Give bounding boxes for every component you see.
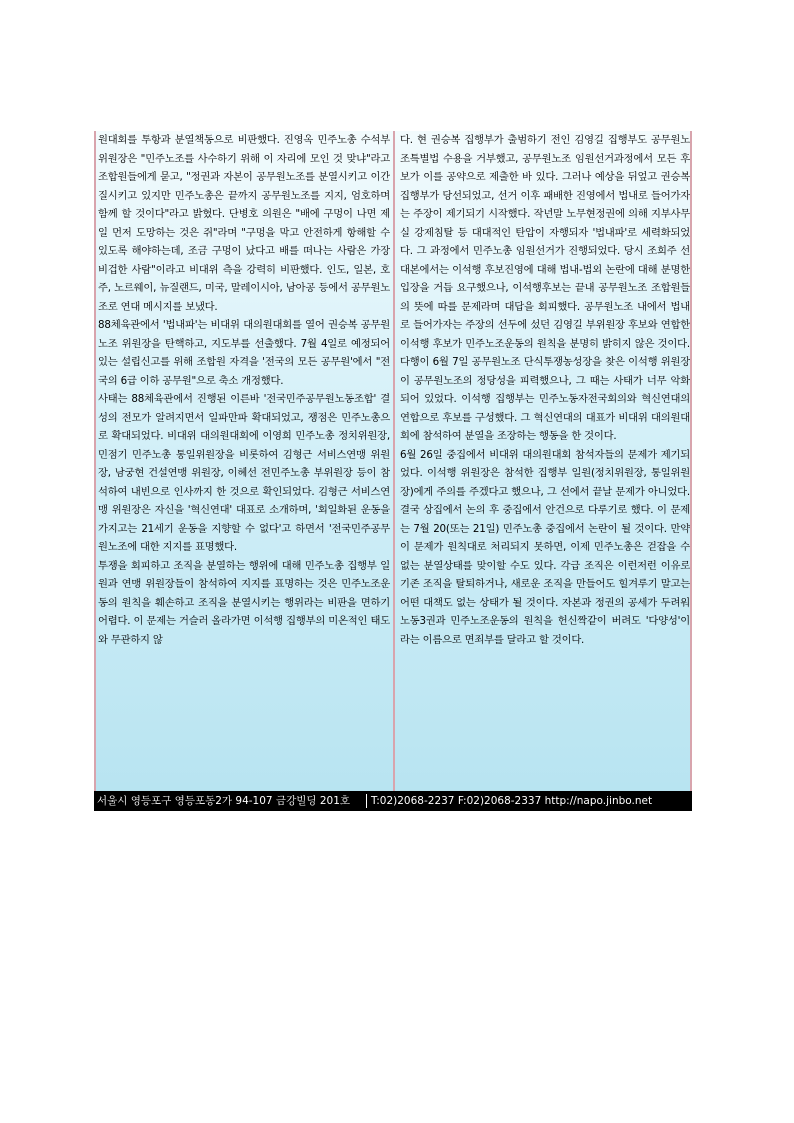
footer-address: 서울시 영등포구 영등포동2가 94-107 금강빌딩 201호 — [97, 795, 351, 807]
footer-contact: T:02)2068-2237 F:02)2068-2337 http://napo.jinbo.net — [371, 795, 653, 807]
right-column — [400, 131, 690, 791]
newsletter-page — [94, 131, 692, 791]
footer-bar — [94, 791, 692, 811]
left-paragraph-4: 투쟁을 회피하고 조직을 분열하는 행위에 대해 민주노총 집행부 일원과 연맹 위원장들이 참석하여 지지를 표명하는 것은 민주노조운동의 원칙을 훼손하고 조직을 분열시키는 행위라는 비판을 면하기 어렵다. 이 문제는 거슬러 올라가면 이석행 집행부의 미온적인 태도와 무관하지 않 — [98, 559, 390, 646]
footer-separator — [366, 794, 367, 808]
left-column — [98, 131, 390, 791]
right-paragraph-2: 6월 26일 중집에서 비대위 대의원대회 참석자들의 문제가 제기되었다. 이석행 위원장은 참석한 집행부 일원(정치위원장, 통일위원장)에게 주의를 주겠다고 했으나, 그 선에서 끝날 문제가 아니었다. 결국 상집에서 논의 후 중집에서 안건으로 다루기로 했다. 이 문제는 7월 20(또는 21일) 민주노총 중집에서 논란이 될 것이다. 만약 이 문제가 원칙대로 처리되지 못하면, 이제 민주노총은 걷잡을 수 없는 분열상태를 맞이할 수도 있다. 각급 조직은 이런저런 이유로 기존 조직을 탈퇴하거나, 새로운 조직을 만들어도 힐겨루기 말고는 어떤 대책도 없는 상태가 될 것이다. 자본과 정권의 공세가 두려워 노동3권과 민주노조운동의 원칙을 헌신짝같이 버려도 '다양성'이라는 이름으로 면죄부를 달라고 할 것이다. — [400, 448, 690, 646]
left-paragraph-2: 88체육관에서 '법내파'는 비대위 대의원대회를 열어 권승복 공무원노조 위원장을 탄핵하고, 지도부를 선출했다. 7월 4일로 예정되어 있는 설립신고를 위해 조합원 자격을 '전국의 모든 공무원'에서 "전국의 6급 이하 공무원"으로 축소 개정했다. — [98, 319, 390, 387]
right-paragraph-1: 다. 현 권승복 집행부가 출범하기 전인 김영길 집행부도 공무원노조특별법 수용을 거부했고, 공무원노조 임원선거과정에서 모든 후보가 이를 공약으로 제출한 바 있다. 그러나 예상을 뒤엎고 권승복 집행부가 당선되었고, 선거 이후 패배한 진영에서 법내로 들어가자는 주장이 제기되기 시작했다. 작년말 노무현정권에 의해 지부사무실 강제침탈 등 대대적인 탄압이 자행되자 '법내파'로 세력화되었다. 그 과정에서 민주노총 임원선거가 진행되었다. 당시 조희주 선대본에서는 이석행 후보진영에 대해 법내-법외 논란에 대해 분명한 입장을 거듭 요구했으나, 이석행후보는 끝내 공무원노조 조합원들의 뜻에 따를 문제라며 대답을 회피했다. 공무원노조 내에서 법내로 들어가자는 주장의 선두에 섰던 김영길 부위원장 후보와 연합한 이석행 후보가 민주노조운동의 원칙을 분명히 밝히지 않은 것이다. 다행이 6월 7일 공무원노조 단식투쟁농성장을 찾은 이석행 위원장이 공무원노조의 정당성을 피력했으나, 그 때는 사태가 너무 악화되어 있었다. 이석행 집행부는 민주노동자전국회의와 혁신연대의 연합으로 후보를 구성했다. 그 혁신연대의 대표가 비대위 대의원대회에 참석하여 분열을 조장하는 행동을 한 것이다. — [400, 134, 690, 442]
left-paragraph-1: 원대회를 투항과 분열책동으로 비판했다. 진영옥 민주노총 수석부위원장은 "민주노조를 사수하기 위해 이 자리에 모인 것 맞냐"라고 조합원들에게 묻고, "정권과 자본이 공무원노조를 분열시키고 이간질시키고 있지만 민주노총은 끝까지 공무원노조를 지지, 엄호하며 함께 할 것이다"라고 밝혔다. 단병호 의원은 "배에 구멍이 나면 제일 먼저 도망하는 것은 쥐"라며 "구멍을 막고 안전하게 항해할 수 있도록 해야하는데, 조금 구멍이 났다고 배를 떠나는 사람은 가장 비겁한 사람"이라고 비대위 측을 강력히 비판했다. 인도, 일본, 호주, 노르웨이, 뉴질랜드, 미국, 말레이시아, 남아공 등에서 공무원노조로 연대 메시지를 보냈다. — [98, 134, 390, 313]
column-divider — [393, 131, 395, 791]
left-paragraph-3: 사태는 88체육관에서 진행된 이른바 '전국민주공무원노동조합' 결성의 전모가 알려지면서 일파만파 확대되었고, 쟁점은 민주노총으로 확대되었다. 비대위 대의원대회에 이영희 민주노총 정치위원장, 민점기 민주노총 통일위원장을 비롯하여 김형근 서비스연맹 위원장, 남궁현 건설연맹 위원장, 이혜선 전민주노총 부위원장 등이 참석하여 내빈으로 인사까지 한 것으로 확인되었다. 김형근 서비스연맹 위원장은 자신을 '혁신연대' 대표로 소개하며, '회일화된 운동을 가지고는 21세기 운동을 지향할 수 없다'고 하면서 '전국민주공무원노조에 대한 지지를 표명했다. — [98, 393, 390, 553]
